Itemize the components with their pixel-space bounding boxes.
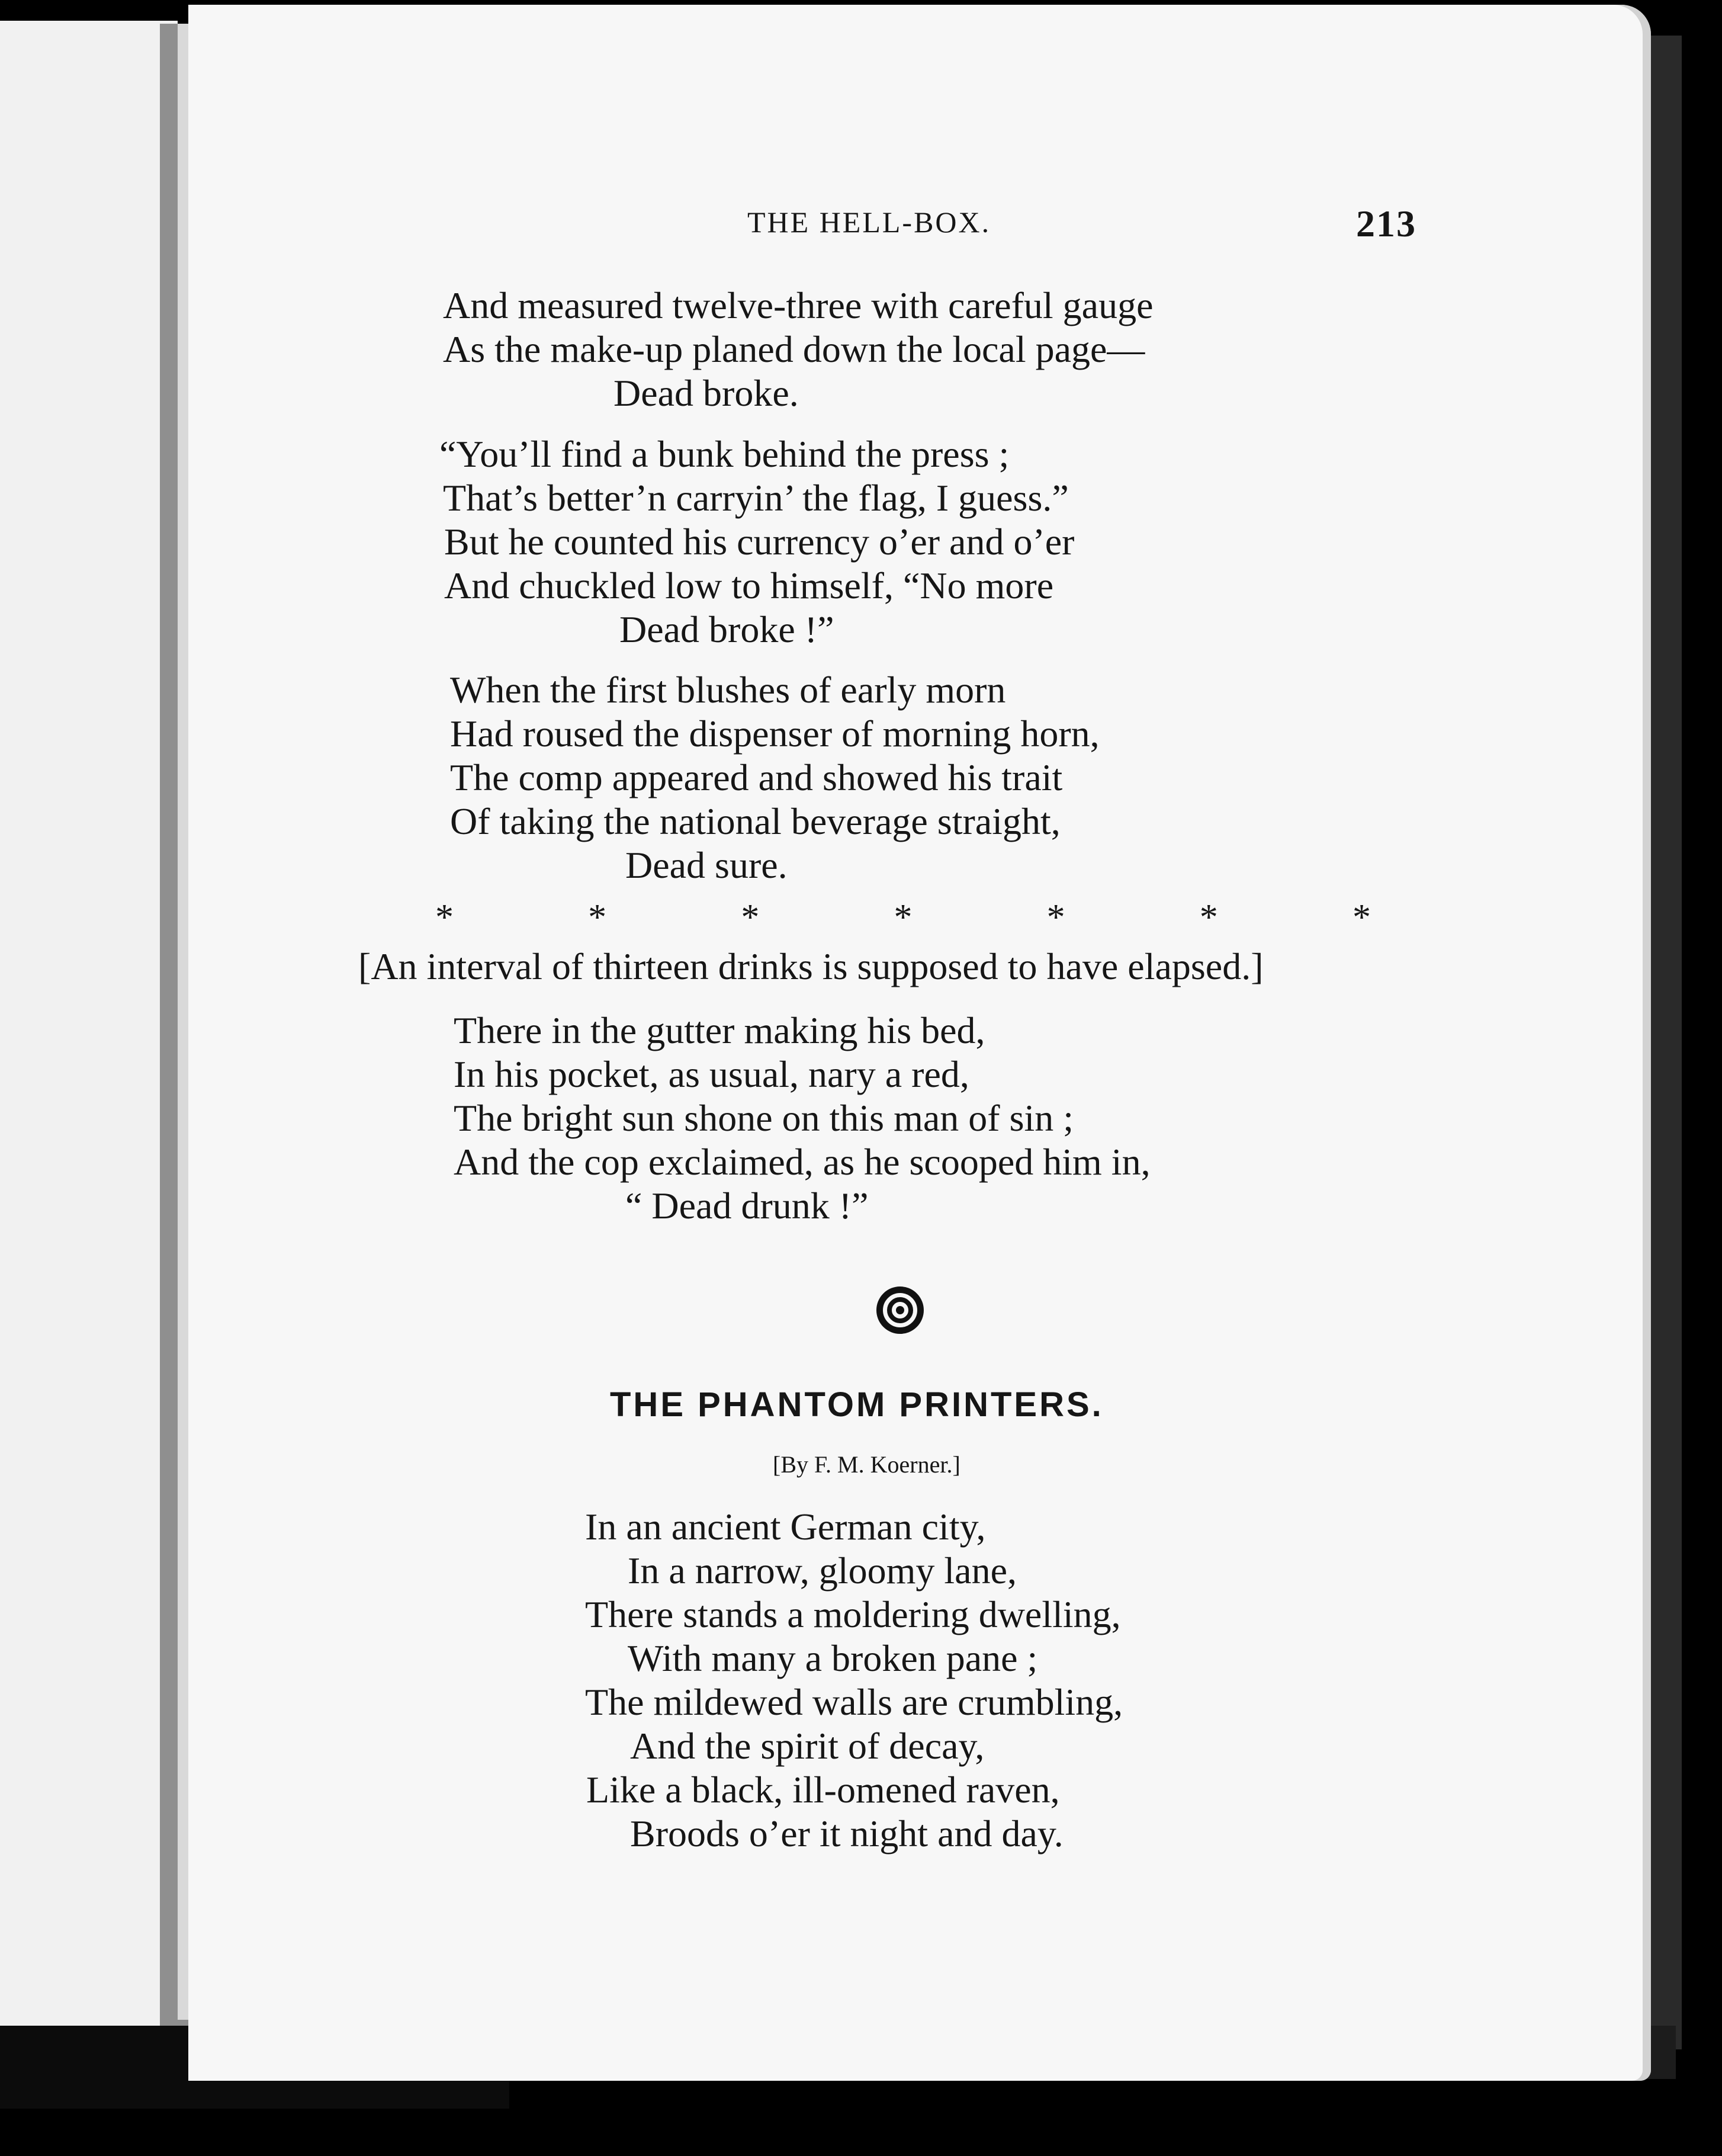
left-page-edge: [0, 21, 178, 2026]
poem-byline: [By F. M. Koerner.]: [773, 1451, 960, 1478]
poem-line: And measured twelve-three with careful gauge: [443, 284, 1154, 326]
poem-line: In an ancient German city,: [585, 1506, 986, 1548]
poem-line: With many a broken pane ;: [628, 1637, 1038, 1679]
star: *: [894, 897, 913, 938]
poem-refrain: Dead broke.: [613, 372, 799, 414]
poem-title: THE PHANTOM PRINTERS.: [610, 1385, 1104, 1424]
poem-refrain: Dead broke !”: [619, 608, 834, 650]
poem-line: And the spirit of decay,: [630, 1725, 985, 1767]
poem-line: As the make-up planed down the local page—: [443, 328, 1145, 370]
star: *: [1199, 897, 1218, 938]
poem-line: The mildewed walls are crumbling,: [585, 1681, 1123, 1723]
section-break-stars: [435, 899, 1371, 936]
poem-refrain: “ Dead drunk !”: [625, 1185, 869, 1227]
poem-refrain: Dead sure.: [625, 844, 788, 886]
star: *: [741, 897, 760, 938]
poem-line: And chuckled low to himself, “No more: [444, 564, 1054, 607]
poem-line: Broods o’er it night and day.: [630, 1812, 1064, 1855]
poem-line: Of taking the national beverage straight,: [450, 800, 1061, 842]
poem-line: “You’ll find a bunk behind the press ;: [439, 433, 1010, 475]
poem-line: And the cop exclaimed, as he scooped him in,: [454, 1141, 1151, 1183]
star: *: [1352, 897, 1371, 938]
page-number: 213: [1356, 203, 1416, 245]
poem-line: The comp appeared and showed his trait: [450, 756, 1063, 798]
poem-line: But he counted his currency o’er and o’er: [444, 521, 1075, 563]
running-head: THE HELL-BOX.: [747, 206, 991, 239]
poem-line: There in the gutter making his bed,: [454, 1009, 985, 1051]
poem-line: The bright sun shone on this man of sin ;: [454, 1097, 1074, 1139]
star: *: [435, 897, 454, 938]
bullseye-ornament-icon: [876, 1286, 924, 1334]
poem-line: There stands a moldering dwelling,: [585, 1593, 1121, 1635]
poem-line: Like a black, ill-omened raven,: [586, 1769, 1060, 1811]
poem-line: In a narrow, gloomy lane,: [628, 1549, 1017, 1592]
poem-line: In his pocket, as usual, nary a red,: [454, 1053, 969, 1095]
star: *: [1046, 897, 1065, 938]
interval-note: [An interval of thirteen drinks is supposed to have elapsed.]: [358, 945, 1264, 987]
poem-line: Had roused the dispenser of morning horn,: [450, 713, 1100, 755]
poem-line: That’s better’n carryin’ the flag, I guess.”: [443, 477, 1069, 519]
star: *: [588, 897, 607, 938]
poem-line: When the first blushes of early morn: [450, 669, 1006, 711]
